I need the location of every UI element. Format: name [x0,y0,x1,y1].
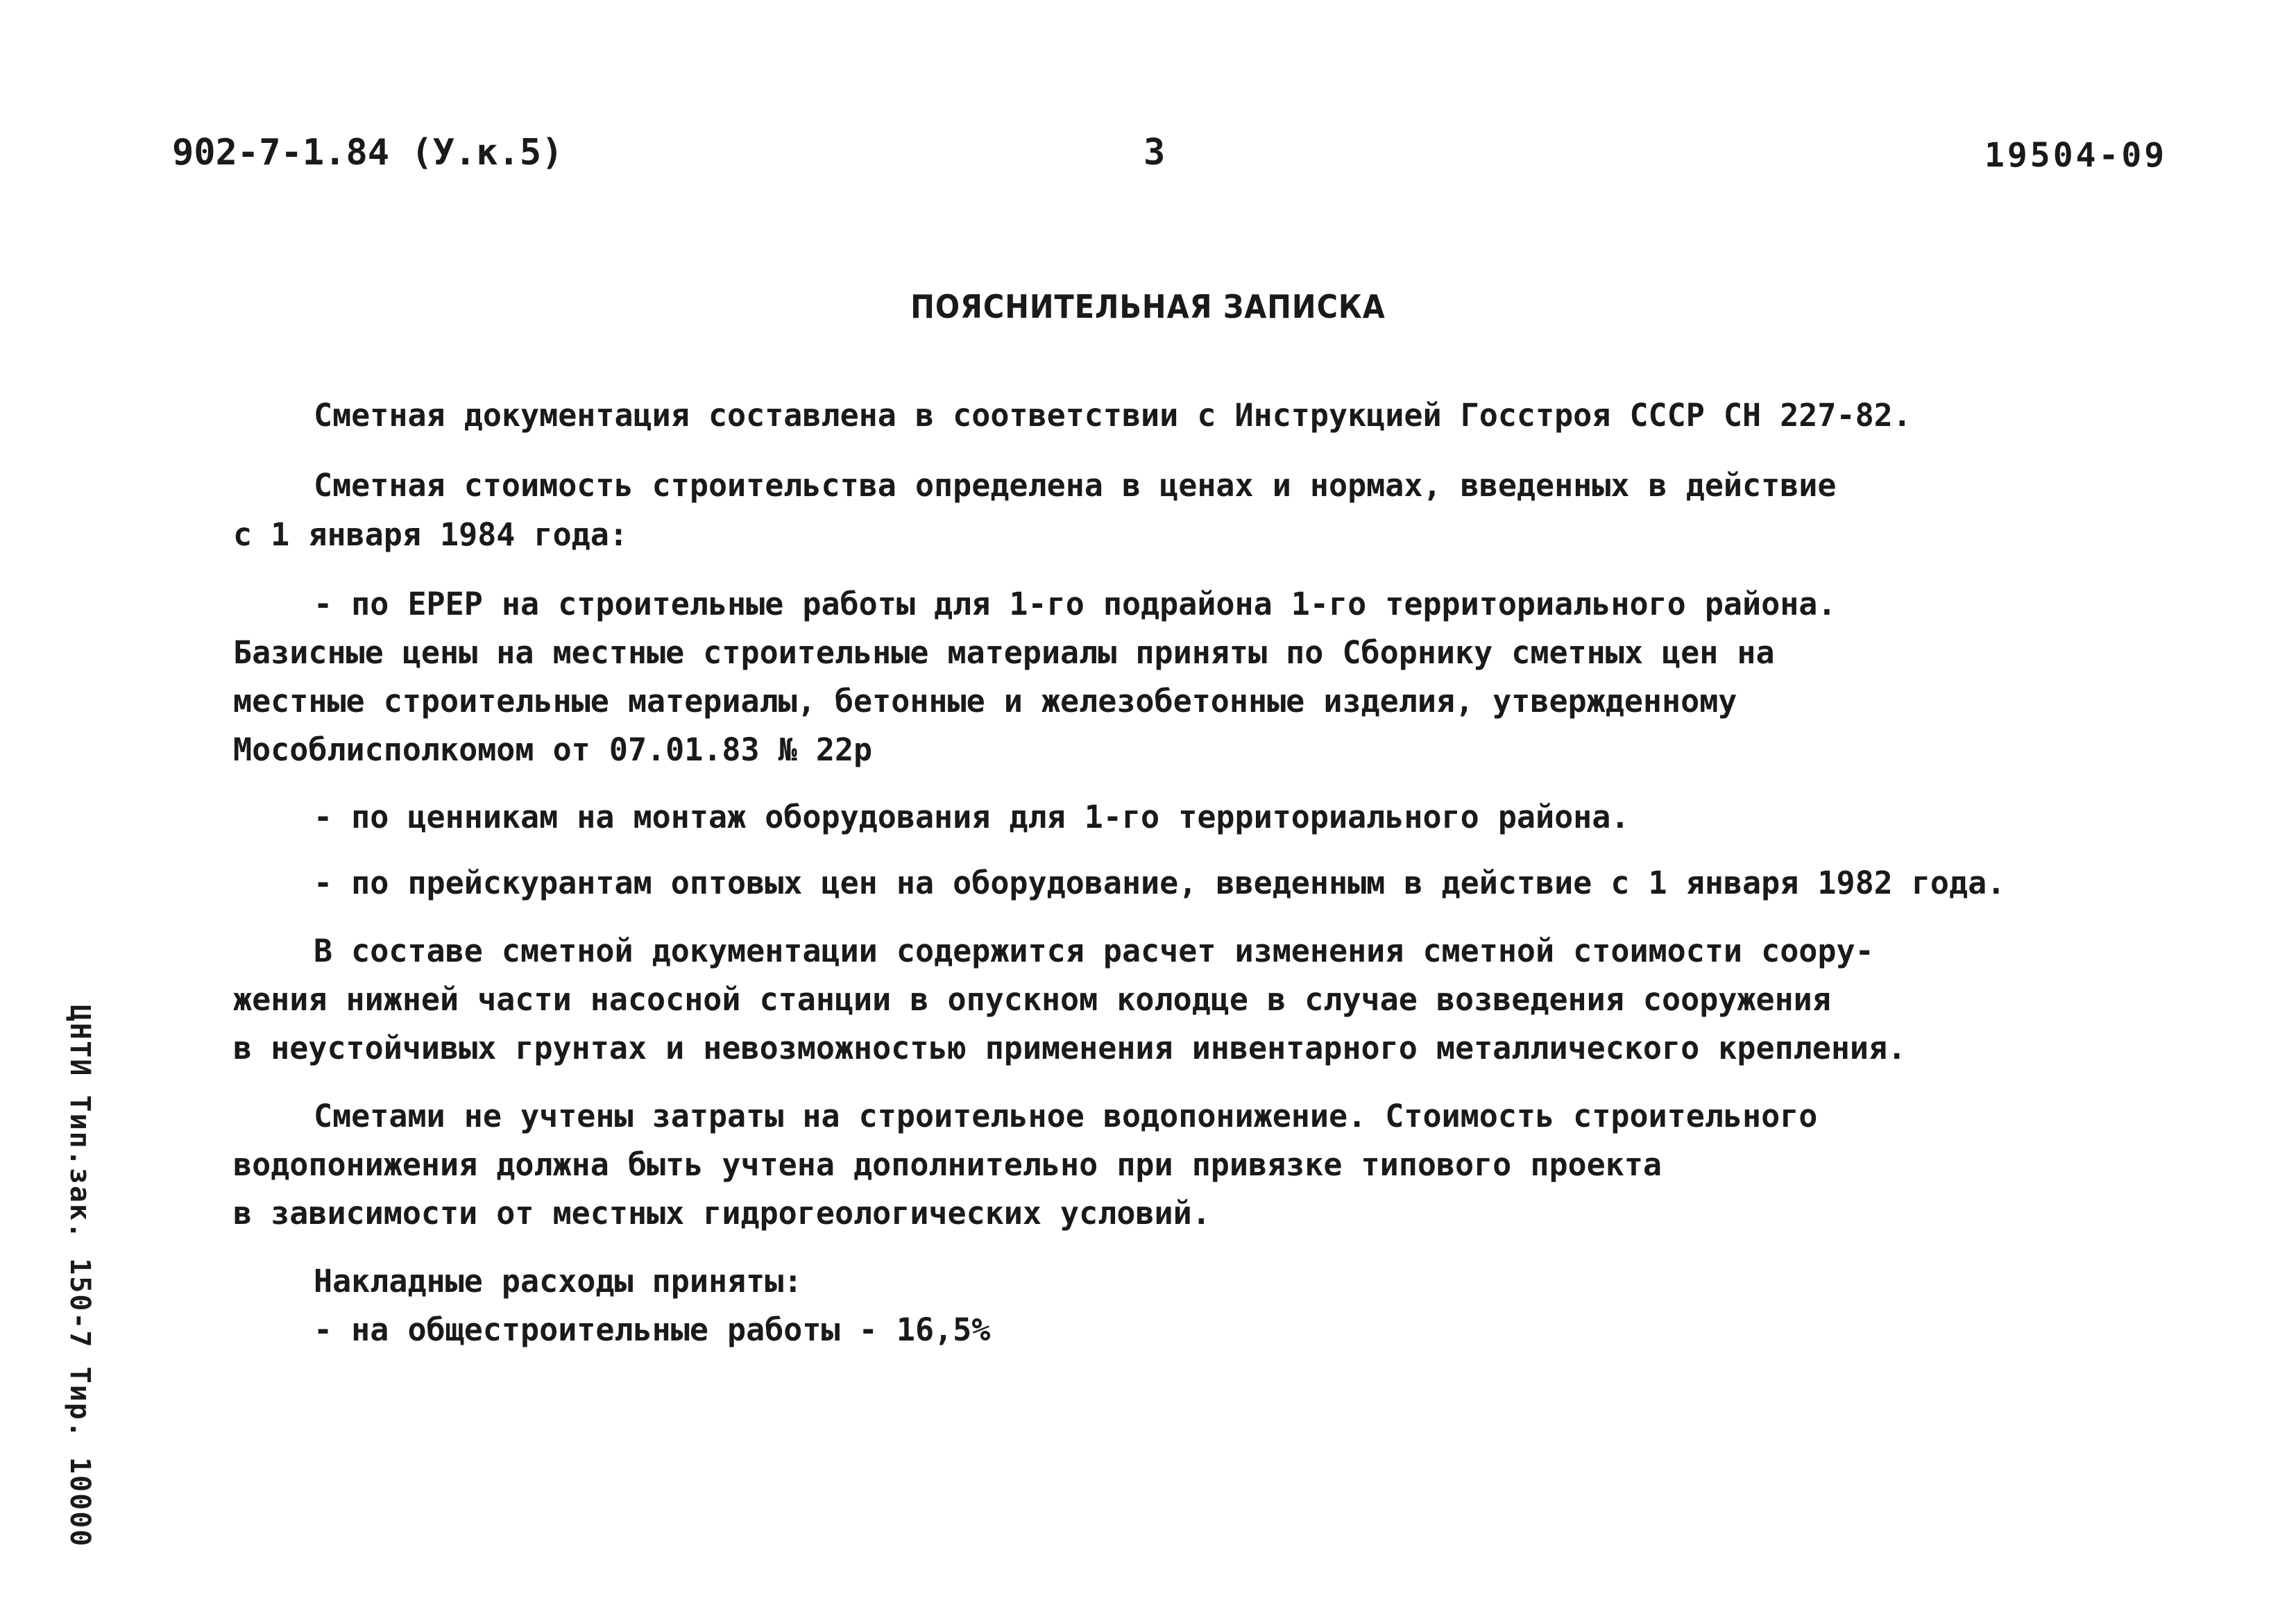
paragraph-8-line-2: - на общестроительные работы - 16,5% [314,1311,991,1348]
paragraph-6-line-1: В составе сметной документации содержится расчет изменения сметной стоимости соору- [314,933,1874,969]
paragraph-7-line-3: в зависимости от местных гидрогеологических условий. [233,1195,1211,1232]
paragraph-2-line-1: Сметная стоимость строительства определена в ценах и нормах, введенных в действие [314,467,1837,504]
paragraph-3-line-2: Базисные цены на местные строительные материалы приняты по Сборнику сметных цен на [233,634,1775,671]
paragraph-8-line-1: Накладные расходы приняты: [314,1263,803,1300]
paragraph-1: Сметная документация составлена в соответствии с Инструкцией Госстроя СССР СН 227-82. [314,397,1912,434]
paragraph-6-line-3: в неустойчивых грунтах и невозможностью применения инвентарного металлического крепления. [233,1030,1907,1066]
sheet-code: 19504-09 [1984,136,2168,175]
paragraph-7-line-1: Сметами не учтены затраты на строительное водопонижение. Стоимость строительного [314,1098,1818,1134]
paragraph-3-line-3: местные строительные материалы, бетонные и железобетонные изделия, утвержденному [233,683,1737,720]
document-code: 902-7-1.84 (У.к.5) [172,132,563,173]
page-number: 3 [1143,132,1166,173]
paragraph-3-line-1: - по ЕРЕР на строительные работы для 1-го подрайона 1-го территориального района. [314,586,1837,622]
paragraph-4: - по ценникам на монтаж оборудования для 1-го территориального района. [314,799,1630,835]
paragraph-6-line-2: жения нижней части насосной станции в опускном колодце в случае возведения сооружения [233,981,1831,1018]
printing-stamp: ЦНТИ Тип.зак. 150-7 Тир. 10000 [64,1005,96,1548]
paragraph-3-line-4: Мособлисполкомом от 07.01.83 № 22р [233,731,873,768]
page-title: ПОЯСНИТЕЛЬНАЯ ЗАПИСКА [910,288,1386,325]
paragraph-5: - по прейскурантам оптовых цен на оборудование, введенным в действие с 1 января 1982 года. [314,865,2006,901]
paragraph-7-line-2: водопонижения должна быть учтена дополнительно при привязке типового проекта [233,1146,1663,1183]
paragraph-2-line-2: с 1 января 1984 года: [233,516,628,553]
